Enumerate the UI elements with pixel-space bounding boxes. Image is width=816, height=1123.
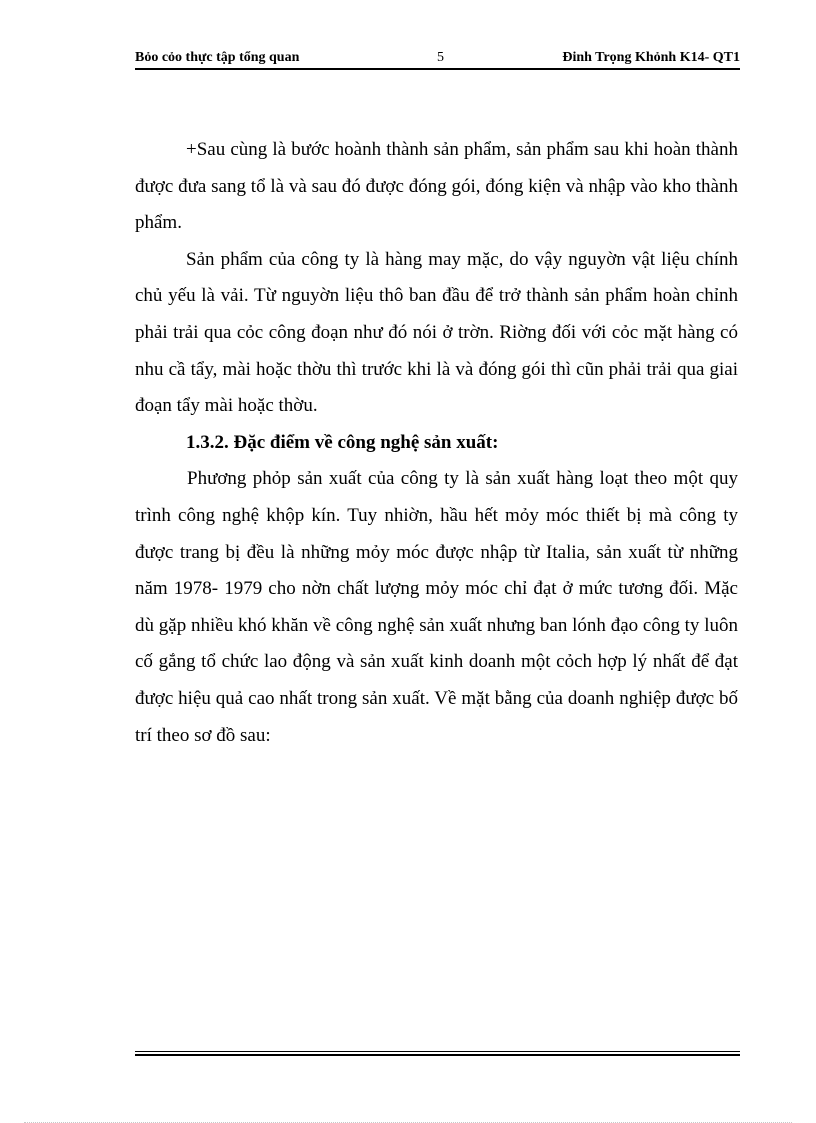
page-body <box>135 132 738 754</box>
paragraph-finishing-step: +Sau cùng là bước hoành thành sản phẩm, sản phẩm sau khi hoàn thành được đưa sang tổ là và sau đó được đóng gói, đóng kiện và nhập vào kho thành phẩm. <box>135 139 738 234</box>
section-heading: 1.3.2. Đặc điểm về công nghệ sản xuất: <box>186 431 499 453</box>
paragraph-raw-materials: Sản phẩm của công ty là hàng may mặc, do vậy nguyờn vật liệu chính chủ yếu là vải. Từ nguyờn liệu thô ban đầu để trở thành sản phẩm hoàn chỉnh phải trải qua cỏc công đoạn như đó nói ở trờn. Riờng đối với cỏc mặt hàng có nhu cầ tẩy, mài hoặc thờu thì trước khi là và đóng gói thì cũn phải trải qua giai đoạn tẩy mài hoặc thờu. <box>135 248 738 417</box>
footer-rule-thick <box>135 1054 740 1056</box>
header-author: Đinh Trọng Khỏnh K14- QT1 <box>562 50 740 65</box>
header-report-title: Bỏo cỏo thực tập tổng quan <box>135 50 300 65</box>
header-page-number: 5 <box>437 50 444 65</box>
paragraph-production-technology: Phương phỏp sản xuất của công ty là sản xuất hàng loạt theo một quy trình công nghệ khộp kín. Tuy nhiờn, hầu hết mỏy móc thiết bị mà công ty được trang bị đều là những mỏy móc được nhập từ Italia, sản xuất từ những năm 1978- 1979 cho nờn chất lượng mỏy móc chỉ đạt ở mức tương đối. Mặc dù gặp nhiều khó khăn về công nghệ sản xuất nhưng ban lónh đạo công ty luôn cố gắng tổ chức lao động và sản xuất kinh doanh một cỏch hợp lý nhất để đạt được hiệu quả cao nhất trong sản xuất. Về mặt bằng của doanh nghiệp được bố trí theo sơ đồ sau: <box>135 468 738 746</box>
footer-rule-thin <box>135 1051 740 1052</box>
header-rule <box>135 68 740 70</box>
page-header <box>135 50 740 69</box>
footer-rule <box>135 1051 740 1056</box>
